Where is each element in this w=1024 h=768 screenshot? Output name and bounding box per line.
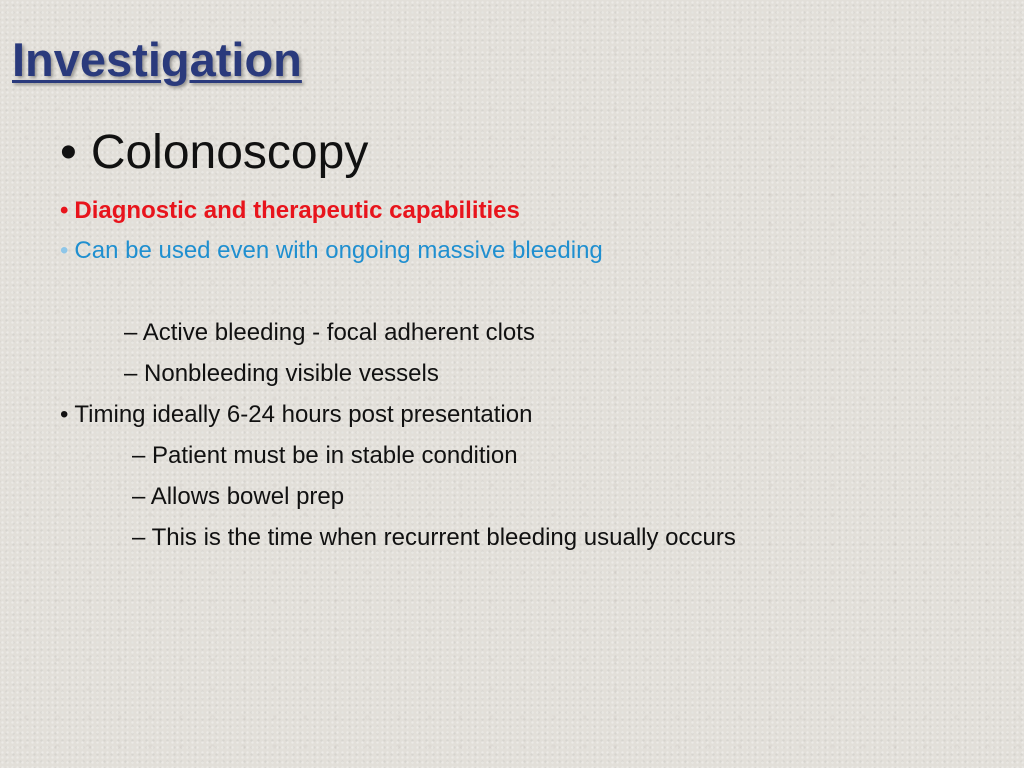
slide-title: Investigation	[12, 33, 302, 86]
sub-bullet-recurrent-bleeding: – This is the time when recurrent bleeding usually occurs	[132, 524, 736, 551]
bullet-timing	[60, 400, 532, 430]
bullet-diagnostic	[60, 196, 520, 226]
sub-bullet-active-bleeding: – Active bleeding - focal adherent clots	[124, 319, 535, 346]
bullet-timing-text: Timing ideally 6-24 hours post presentation	[74, 401, 533, 428]
bullet-diagnostic-text: Diagnostic and therapeutic capabilities	[74, 197, 520, 224]
sub-bullet-stable-condition: – Patient must be in stable condition	[132, 442, 518, 469]
main-bullet-text: Colonoscopy	[90, 126, 369, 179]
bullet-icon: •	[60, 197, 69, 224]
bullet-massive-bleeding	[60, 236, 603, 266]
main-bullet	[60, 124, 368, 182]
bullet-icon: •	[60, 401, 69, 428]
sub-bullet-nonbleeding-vessels: – Nonbleeding visible vessels	[124, 360, 439, 387]
sub-bullet-bowel-prep: – Allows bowel prep	[132, 483, 345, 510]
bullet-icon: •	[60, 237, 69, 264]
bullet-icon: •	[60, 126, 77, 179]
bullet-massive-bleeding-text: Can be used even with ongoing massive bleeding	[74, 237, 603, 264]
